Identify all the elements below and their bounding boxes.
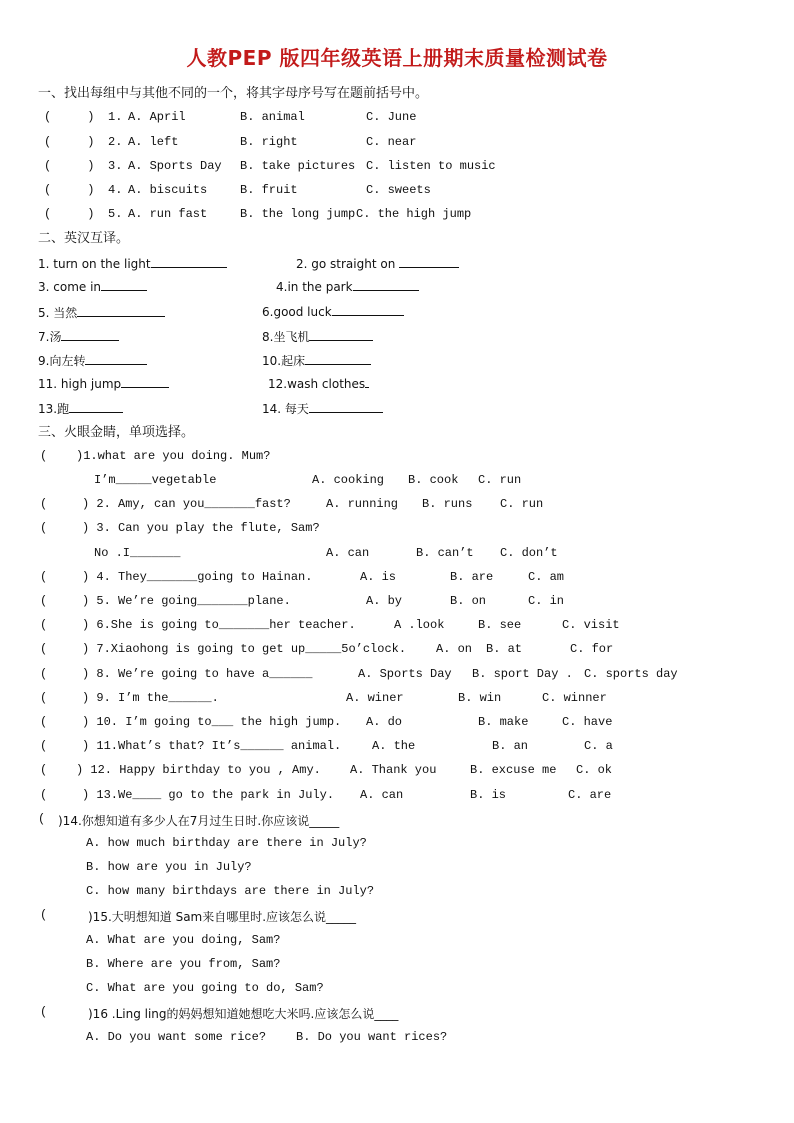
option-b: B. make xyxy=(478,715,529,729)
option-b: B. on xyxy=(450,594,487,608)
option-b: B. is xyxy=(470,788,507,802)
option-a: A. April xyxy=(128,110,186,124)
option-a: A. running xyxy=(326,497,399,511)
answer-bracket[interactable]: ( xyxy=(40,642,77,656)
option-c: C. June xyxy=(366,110,417,124)
answer-bracket[interactable]: ( xyxy=(40,1005,91,1019)
translation-item: 1. turn on the light xyxy=(38,257,151,271)
answer-bracket[interactable]: ( ) xyxy=(44,207,95,221)
option-b: B. animal xyxy=(240,110,305,124)
section2-heading: 二、英汉互译。 xyxy=(38,231,130,246)
translation-item: 14. 每天 xyxy=(262,402,309,416)
question-stem: )16 .Ling ling的妈妈想知道她想吃大米吗.应该怎么说____ xyxy=(88,1007,399,1021)
translation-item: 6.good luck xyxy=(262,305,332,319)
answer-bracket[interactable]: ( xyxy=(40,449,77,463)
option-c: C. are xyxy=(568,788,612,802)
question-stem: )14.你想知道有多少人在7月过生日时.你应该说_____ xyxy=(58,814,340,828)
answer-bracket[interactable]: ( ) xyxy=(44,183,95,197)
page-title: 人教PEP 版四年级英语上册期末质量检测试卷 xyxy=(186,46,608,70)
option-b: B. win xyxy=(458,691,502,705)
item-number: 2. xyxy=(108,135,123,149)
question-stem: ) 3. Can you play the flute, Sam? xyxy=(82,521,320,535)
answer-blank[interactable] xyxy=(309,401,383,413)
answer-bracket[interactable]: ( ) xyxy=(44,135,95,149)
option-c: C. in xyxy=(528,594,565,608)
answer-bracket[interactable]: ( xyxy=(40,570,77,584)
answer-bracket[interactable]: ( xyxy=(40,521,77,535)
option-a: A. winer xyxy=(346,691,404,705)
option-c: C. run xyxy=(500,497,544,511)
option-c: C. don’t xyxy=(500,546,558,560)
answer-bracket[interactable]: ( xyxy=(40,691,77,705)
translation-item: 8.坐飞机 xyxy=(262,330,310,344)
translation-item: 2. go straight on xyxy=(296,257,400,271)
option-a: A. the xyxy=(372,739,416,753)
option-a: A. can xyxy=(326,546,370,560)
option-c: C. a xyxy=(584,739,613,753)
question-stem: ) 11.What’s that? It’s______ animal. xyxy=(82,739,342,753)
option-a: A. Thank you xyxy=(350,763,437,777)
option-b: B. sport Day . xyxy=(472,667,573,681)
option-a: A. Sports Day xyxy=(128,159,222,173)
question-sub: I’m_____vegetable xyxy=(94,473,217,487)
option-c: C. ok xyxy=(576,763,613,777)
answer-blank[interactable] xyxy=(85,353,147,365)
answer-blank[interactable] xyxy=(353,279,419,291)
option-b: B. fruit xyxy=(240,183,298,197)
option-c: C. listen to music xyxy=(366,159,496,173)
option-a: A. run fast xyxy=(128,207,208,221)
option-a: A. Do you want some rice? xyxy=(86,1030,267,1044)
option-a: A. Sports Day xyxy=(358,667,452,681)
option-c: C. visit xyxy=(562,618,620,632)
option-a: A. can xyxy=(360,788,404,802)
option-c: C. how many birthdays are there in July? xyxy=(86,884,375,898)
answer-blank[interactable] xyxy=(309,329,373,341)
question-stem: ) 7.Xiaohong is going to get up_____5o’clock. xyxy=(82,642,407,656)
answer-blank[interactable] xyxy=(399,256,459,268)
question-stem: ) 5. We’re going_______plane. xyxy=(82,594,291,608)
option-b: B. at xyxy=(486,642,523,656)
option-c: C. winner xyxy=(542,691,607,705)
option-a: A. left xyxy=(128,135,179,149)
answer-blank[interactable] xyxy=(121,376,169,388)
option-a: A. how much birthday are there in July? xyxy=(86,836,367,850)
translation-item: 10.起床 xyxy=(262,354,306,368)
answer-blank[interactable] xyxy=(151,256,227,268)
option-b: B. how are you in July? xyxy=(86,860,252,874)
option-b: B. Do you want rices? xyxy=(296,1030,448,1044)
option-c: C. the high jump xyxy=(356,207,472,221)
item-number: 4. xyxy=(108,183,123,197)
question-stem: ) 10. I’m going to___ the high jump. xyxy=(82,715,342,729)
option-b: B. see xyxy=(478,618,522,632)
answer-blank[interactable] xyxy=(77,305,165,317)
option-b: B. Where are you from, Sam? xyxy=(86,957,281,971)
answer-bracket[interactable]: ( xyxy=(40,763,84,777)
section1-heading: 一、找出每组中与其他不同的一个，将其字母序号写在题前括号中。 xyxy=(38,86,429,101)
translation-item: 11. high jump xyxy=(38,377,122,391)
answer-bracket[interactable]: ( ) xyxy=(44,159,95,173)
option-b: B. can’t xyxy=(416,546,474,560)
translation-item: 4.in the park xyxy=(276,280,353,294)
translation-item: 5. 当然 xyxy=(38,306,78,320)
translation-item: 12.wash clothes xyxy=(268,377,366,391)
answer-bracket[interactable]: ( xyxy=(40,497,77,511)
question-stem: ) 6.She is going to_______her teacher. xyxy=(82,618,356,632)
answer-bracket[interactable]: ( xyxy=(40,715,77,729)
option-a: A. cooking xyxy=(312,473,385,487)
option-c: C. sweets xyxy=(366,183,431,197)
item-number: 5. xyxy=(108,207,123,221)
section3-heading: 三、火眼金睛，单项选择。 xyxy=(38,425,195,440)
answer-blank[interactable] xyxy=(305,353,371,365)
answer-bracket[interactable]: ( xyxy=(40,788,77,802)
translation-item: 13.跑 xyxy=(38,402,70,416)
question-stem: )1.what are you doing. Mum? xyxy=(76,449,271,463)
option-c: C. have xyxy=(562,715,613,729)
answer-bracket[interactable]: ( xyxy=(40,667,77,681)
option-b: B. cook xyxy=(408,473,459,487)
item-number: 3. xyxy=(108,159,123,173)
question-stem: ) 13.We____ go to the park in July. xyxy=(82,788,335,802)
question-sub: No .I_______ xyxy=(94,546,181,560)
question-stem: ) 4. They_______going to Hainan. xyxy=(82,570,313,584)
option-b: B. an xyxy=(492,739,529,753)
item-number: 1. xyxy=(108,110,123,124)
answer-bracket[interactable]: ( ) xyxy=(44,110,95,124)
option-b: B. are xyxy=(450,570,494,584)
answer-bracket[interactable]: ( xyxy=(38,812,60,826)
translation-item: 7.汤 xyxy=(38,330,62,344)
option-c: C. am xyxy=(528,570,565,584)
option-c: C. near xyxy=(366,135,417,149)
answer-bracket[interactable]: ( xyxy=(40,908,91,922)
option-b: B. excuse me xyxy=(470,763,557,777)
answer-bracket[interactable]: ( xyxy=(40,739,77,753)
answer-bracket[interactable]: ( xyxy=(40,618,77,632)
option-c: C. for xyxy=(570,642,614,656)
option-b: B. runs xyxy=(422,497,473,511)
answer-blank[interactable] xyxy=(365,376,369,388)
option-a: A. on xyxy=(436,642,473,656)
question-stem: ) 8. We’re going to have a______ xyxy=(82,667,313,681)
question-stem: ) 9. I’m the______. xyxy=(82,691,219,705)
answer-blank[interactable] xyxy=(69,401,123,413)
option-a: A .look xyxy=(394,618,445,632)
option-b: B. the long jump xyxy=(240,207,356,221)
option-b: B. take pictures xyxy=(240,159,356,173)
answer-blank[interactable] xyxy=(332,304,404,316)
answer-bracket[interactable]: ( xyxy=(40,594,77,608)
option-b: B. right xyxy=(240,135,298,149)
question-stem: ) 2. Amy, can you_______fast? xyxy=(82,497,291,511)
option-c: C. sports day xyxy=(584,667,678,681)
option-a: A. What are you doing, Sam? xyxy=(86,933,281,947)
option-c: C. run xyxy=(478,473,522,487)
translation-item: 3. come in xyxy=(38,280,102,294)
option-a: A. do xyxy=(366,715,403,729)
question-stem: )15.大明想知道 Sam来自哪里时.应该怎么说_____ xyxy=(88,910,357,924)
option-a: A. by xyxy=(366,594,403,608)
translation-item: 9.向左转 xyxy=(38,354,86,368)
option-c: C. What are you going to do, Sam? xyxy=(86,981,324,995)
option-a: A. is xyxy=(360,570,397,584)
answer-blank[interactable] xyxy=(101,279,147,291)
option-a: A. biscuits xyxy=(128,183,208,197)
question-stem: ) 12. Happy birthday to you , Amy. xyxy=(76,763,321,777)
answer-blank[interactable] xyxy=(61,329,119,341)
